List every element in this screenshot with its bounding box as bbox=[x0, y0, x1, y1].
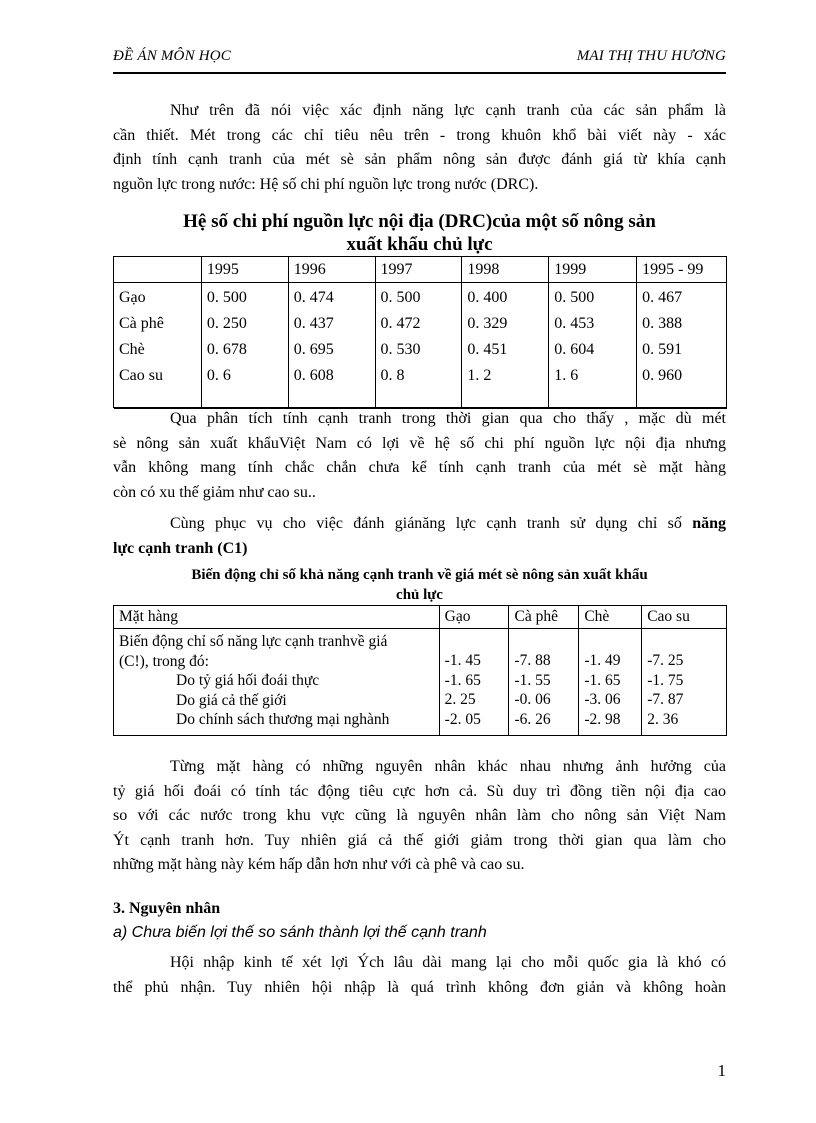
table-header-cell: 1997 bbox=[375, 257, 462, 283]
table-cell: -2. 98 bbox=[584, 710, 621, 728]
header-right: MAI THỊ THU HƯƠNG bbox=[576, 48, 726, 64]
table-cell: 0. 329 bbox=[467, 315, 508, 332]
table1-title-line: Hệ số chi phí nguồn lực nội địa (DRC)của một số nông sản bbox=[183, 211, 656, 232]
paragraph-line: Như trên đã nói việc xác định năng lực cạnh tranh của các sản phẩm là bbox=[170, 102, 726, 119]
paragraph-line: tỷ giá hối đoái có tính tác động tiêu cực hơn cả. Sù duy trì đồng tiền nội địa cao bbox=[113, 782, 726, 800]
value-column bbox=[439, 629, 509, 736]
table-header-row bbox=[114, 606, 727, 629]
paragraph-line: nguồn lực trong nước: Hệ số chi phí nguồn lực trong nước (DRC). bbox=[113, 175, 539, 193]
table-body-row bbox=[114, 283, 727, 408]
page-number: 1 bbox=[717, 1061, 726, 1080]
table-cell: -3. 06 bbox=[584, 691, 621, 708]
table1-title bbox=[113, 210, 726, 256]
table-cell: 0. 8 bbox=[380, 367, 405, 384]
paragraph-text: Cùng phục vụ cho việc đánh giánăng lực cạnh tranh sử dụng chỉ số bbox=[170, 515, 693, 532]
bold-term: lực cạnh tranh (C1) bbox=[113, 539, 248, 557]
table-header-cell: 1999 bbox=[549, 257, 637, 283]
paragraph-1 bbox=[113, 99, 726, 197]
table-cell: -7. 88 bbox=[514, 652, 551, 669]
table-cell: Do tỷ giá hối đoái thực bbox=[176, 672, 320, 689]
paragraph-line: vẫn không mang tính chắc chắn chưa kể tính cạnh tranh của mét sè mặt hàng bbox=[113, 459, 726, 477]
header-left: ĐỀ ÁN MÔN HỌC bbox=[113, 48, 232, 64]
table-cell: 0. 591 bbox=[642, 341, 683, 358]
paragraph-line: Ýt cạnh tranh hơn. Tuy nhiên giá cả thế giới giảm trong thời gian qua làm cho bbox=[113, 831, 726, 849]
table-header-cell: Gạo bbox=[439, 606, 509, 629]
table-cell: -1. 65 bbox=[444, 671, 481, 689]
bold-term: năng bbox=[692, 515, 726, 532]
table-header-cell: 1998 bbox=[462, 257, 549, 283]
year-column bbox=[549, 283, 637, 408]
year-column bbox=[375, 283, 462, 408]
paragraph-line: cần thiết. Mét trong các chỉ tiêu nêu trên - trong khuôn khổ bài viết này - xác bbox=[113, 126, 726, 144]
table-cell: -1. 45 bbox=[444, 652, 481, 669]
page-header bbox=[113, 42, 726, 74]
table-header-cell: 1995 bbox=[201, 257, 288, 283]
table-cell: 2. 36 bbox=[647, 710, 679, 728]
paragraph-line: định tính cạnh tranh của mét sè sản phẩm nông sản được đánh giá từ khía cạnh bbox=[113, 151, 726, 169]
paragraph-line: Hội nhập kinh tế xét lợi Ých lâu dài mang lại cho mỗi quốc gia là khó có bbox=[170, 954, 726, 971]
table-header-cell: Cà phê bbox=[509, 606, 579, 629]
table-cell: 0. 451 bbox=[467, 341, 508, 358]
table-cell: 0. 695 bbox=[293, 341, 334, 358]
year-column bbox=[462, 283, 549, 408]
table-cell: 0. 500 bbox=[380, 289, 421, 306]
paragraph-line: còn có xu thế giảm như cao su.. bbox=[113, 483, 316, 501]
section-heading: 3. Nguyên nhân bbox=[113, 900, 221, 917]
table-header-cell: 1996 bbox=[288, 257, 375, 283]
table-cell: 0. 453 bbox=[554, 315, 595, 332]
paragraph-5 bbox=[113, 951, 726, 1000]
table-cell: 1. 2 bbox=[467, 367, 492, 384]
table-header-cell: 1995 - 99 bbox=[637, 257, 727, 283]
table-cell: -1. 55 bbox=[514, 671, 551, 689]
table-cell: Do chính sách thương mại nghành bbox=[176, 711, 390, 728]
table-cell: Chè bbox=[119, 341, 145, 358]
table-header-cell: Mặt hàng bbox=[114, 606, 440, 629]
paragraph-line: thể phủ nhận. Tuy nhiên hội nhập là quá trình không đơn giản và không hoàn bbox=[113, 978, 726, 996]
table-cell: 0. 500 bbox=[554, 289, 595, 306]
price-competitiveness-table bbox=[113, 605, 727, 736]
paragraph-line: Qua phân tích tính cạnh tranh trong thời gian qua cho thấy , mặc dù mét bbox=[170, 410, 726, 427]
paragraph-line bbox=[113, 537, 726, 562]
product-column bbox=[114, 283, 202, 408]
table-header-cell bbox=[114, 257, 202, 283]
paragraph-line: Từng mặt hàng có những nguyên nhân khác nhau nhưng ảnh hưởng của bbox=[170, 758, 726, 775]
table-cell: 0. 400 bbox=[467, 289, 508, 306]
paragraph-line bbox=[113, 512, 726, 537]
table-cell: 2. 25 bbox=[444, 691, 476, 708]
table-header-cell: Cao su bbox=[642, 606, 727, 629]
table-cell: (C!), trong đó: bbox=[119, 652, 209, 670]
table-cell: Do giá cả thế giới bbox=[176, 691, 287, 709]
paragraph-3 bbox=[113, 512, 726, 561]
table-cell: -1. 49 bbox=[584, 652, 621, 669]
table-cell: 0. 604 bbox=[554, 341, 595, 358]
value-column bbox=[509, 629, 579, 736]
year-column bbox=[288, 283, 375, 408]
table-cell: -2. 05 bbox=[444, 710, 481, 728]
table-cell: -1. 65 bbox=[584, 671, 621, 689]
value-column bbox=[579, 629, 642, 736]
table-cell: 0. 530 bbox=[380, 341, 421, 358]
table2-title bbox=[113, 565, 726, 605]
table-cell: Gạo bbox=[119, 289, 146, 306]
table-cell: 0. 608 bbox=[293, 367, 334, 384]
table2-title-line: Biến động chỉ số khả năng cạnh tranh về giá mét sè nông sản xuất khẩu bbox=[191, 567, 648, 583]
sub-heading: a) Chưa biến lợi thế so sánh thành lợi thế cạnh tranh bbox=[113, 924, 487, 941]
table-cell: 0. 6 bbox=[206, 367, 231, 384]
table-cell: Cà phê bbox=[119, 315, 164, 332]
table-cell: 0. 250 bbox=[206, 315, 247, 332]
table-cell: Biến động chỉ số năng lực cạnh tranhvề giá bbox=[119, 633, 388, 650]
table1-title-line: xuất khẩu chủ lực bbox=[346, 234, 493, 255]
table-cell: 0. 388 bbox=[642, 315, 683, 332]
table-cell: 1. 6 bbox=[554, 367, 579, 384]
table2-title-line: chủ lực bbox=[396, 587, 443, 603]
table-header-cell: Chè bbox=[579, 606, 642, 629]
table-cell: -0. 06 bbox=[514, 691, 551, 708]
table-cell: 0. 678 bbox=[206, 341, 247, 358]
drc-table bbox=[113, 256, 727, 409]
table-header-row bbox=[114, 257, 727, 283]
table-cell: -7. 25 bbox=[647, 652, 684, 669]
table-cell: -6. 26 bbox=[514, 710, 551, 728]
average-column bbox=[637, 283, 727, 408]
value-column bbox=[642, 629, 727, 736]
table-cell: -7. 87 bbox=[647, 691, 684, 708]
table-cell: 0. 472 bbox=[380, 315, 421, 332]
paragraph-2 bbox=[113, 407, 726, 505]
paragraph-line: so với các nước trong khu vực cũng là nguyên nhân làm cho nông sản Việt Nam bbox=[113, 807, 726, 825]
paragraph-4 bbox=[113, 755, 726, 878]
paragraph-line: sè nông sản xuất khẩuViệt Nam có lợi về hệ số chi phí nguồn lực nội địa nhưng bbox=[113, 434, 726, 452]
paragraph-line: những mặt hàng này kém hấp dẫn hơn như với cà phê và cao su. bbox=[113, 856, 525, 874]
table-cell: 0. 960 bbox=[642, 367, 683, 384]
table-cell: 0. 467 bbox=[642, 289, 683, 306]
table-body-row bbox=[114, 629, 727, 736]
table-cell: 0. 437 bbox=[293, 315, 334, 332]
table-cell: 0. 500 bbox=[206, 289, 247, 306]
table-cell: Cao su bbox=[119, 367, 163, 384]
table-cell: 0. 474 bbox=[293, 289, 334, 306]
year-column bbox=[201, 283, 288, 408]
table-cell: -1. 75 bbox=[647, 671, 684, 689]
item-label-column bbox=[114, 629, 440, 736]
